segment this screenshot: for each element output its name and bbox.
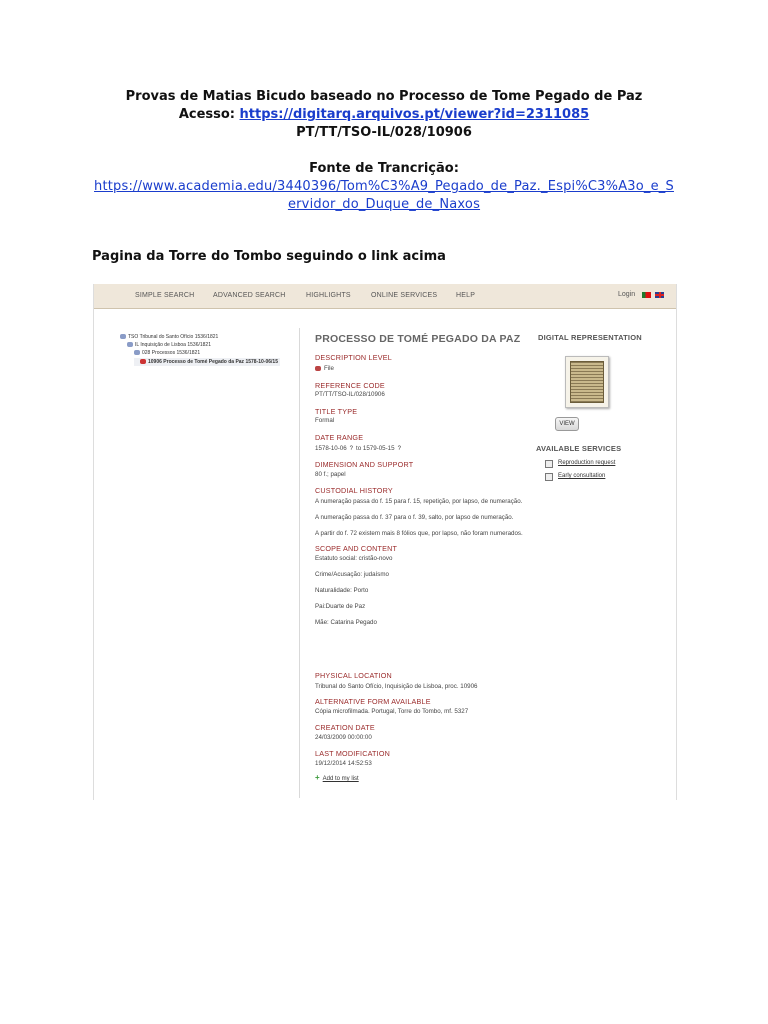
lock-icon — [545, 473, 553, 481]
login-link[interactable]: Login — [618, 291, 636, 298]
tree-node[interactable]: IL Inquisição de Lisboa 1536/1821 — [127, 342, 211, 348]
reproduction-request-link[interactable]: Reproduction request — [558, 460, 616, 466]
access-label: Acesso: — [178, 107, 236, 122]
tree-node-icon — [120, 334, 126, 339]
section-heading: Pagina da Torre do Tombo seguindo o link acima — [92, 249, 446, 264]
tree-node[interactable]: TSO Tribunal do Santo Ofício 1536/1821 — [120, 334, 218, 340]
custodial-line: A numeração passa do f. 37 para o f. 39, salto, por lapso de numeração. — [315, 514, 514, 521]
scope-line: Mãe: Catarina Pegado — [315, 619, 377, 626]
description-level-value: File — [315, 365, 334, 372]
date-range-label: DATE RANGE — [315, 433, 364, 442]
plus-icon: + — [315, 773, 320, 782]
available-services-title: AVAILABLE SERVICES — [536, 444, 622, 453]
source-block — [92, 160, 676, 214]
digital-representation-title: DIGITAL REPRESENTATION — [538, 333, 642, 342]
last-modification-value: 19/12/2014 14:52:53 — [315, 760, 372, 767]
access-line — [0, 106, 768, 124]
torre-do-tombo-screenshot — [93, 284, 677, 800]
creation-date-value: 24/03/2009 00:00:00 — [315, 734, 372, 741]
alternative-form-label: ALTERNATIVE FORM AVAILABLE — [315, 697, 431, 706]
tree-node[interactable]: 028 Processos 1536/1821 — [134, 350, 200, 356]
nav-help[interactable]: HELP — [456, 292, 476, 299]
scope-line: Pai:Duarte de Paz — [315, 603, 366, 610]
physical-location-label: PHYSICAL LOCATION — [315, 671, 392, 680]
custodial-line: A partir do f. 72 existem mais 8 fólios que, por lapso, não foram numerados. — [315, 530, 523, 537]
document-thumbnail[interactable] — [565, 356, 609, 408]
alternative-form-value: Cópia microfilmada. Portugal, Torre do Tombo, mf. 5327 — [315, 708, 469, 715]
top-navbar — [94, 284, 676, 309]
portugal-flag-icon[interactable] — [642, 292, 651, 298]
physical-location-value: Tribunal do Santo Ofício, Inquisição de Lisboa, proc. 10906 — [315, 683, 478, 690]
reference-code-label: REFERENCE CODE — [315, 381, 385, 390]
nav-advanced-search[interactable]: ADVANCED SEARCH — [213, 292, 286, 299]
document-header — [0, 88, 768, 142]
nav-highlights[interactable]: HIGHLIGHTS — [306, 292, 351, 299]
scope-content-label: SCOPE AND CONTENT — [315, 544, 398, 553]
last-modification-label: LAST MODIFICATION — [315, 749, 391, 758]
reference-code-value: PT/TT/TSO-IL/028/10906 — [315, 391, 385, 398]
nav-online-services[interactable]: ONLINE SERVICES — [371, 292, 438, 299]
uk-flag-icon[interactable] — [655, 292, 664, 298]
access-link[interactable]: https://digitarq.arquivos.pt/viewer?id=2311085 — [239, 107, 590, 122]
source-label: Fonte de Trancrição: — [309, 161, 459, 176]
document-icon — [545, 460, 553, 468]
source-link[interactable]: https://www.academia.edu/3440396/Tom%C3%A9_Pegado_de_Paz._Espi%C3%A3o_e_Servidor_do_Duque_de_Naxos — [94, 179, 674, 212]
scope-line: Crime/Acusação: judaísmo — [315, 571, 389, 578]
add-to-list-link[interactable]: + Add to my list — [315, 773, 359, 782]
custodial-history-label: CUSTODIAL HISTORY — [315, 486, 393, 495]
view-button[interactable]: VIEW — [555, 417, 579, 431]
help-icon[interactable]: ? — [349, 446, 353, 452]
tree-node-icon — [127, 342, 133, 347]
manuscript-thumbnail-image — [570, 361, 604, 403]
column-divider — [299, 328, 300, 798]
tree-node-icon — [134, 350, 140, 355]
scope-line: Naturalidade: Porto — [315, 587, 369, 594]
file-icon — [140, 359, 146, 364]
description-level-label: DESCRIPTION LEVEL — [315, 353, 392, 362]
document-title: Provas de Matias Bicudo baseado no Processo de Tome Pegado de Paz — [125, 89, 643, 104]
scope-line: Estatuto social: cristão-novo — [315, 555, 393, 562]
title-type-value: Formal — [315, 417, 335, 424]
title-type-label: TITLE TYPE — [315, 407, 358, 416]
record-title: PROCESSO DE TOMÉ PEGADO DA PAZ — [315, 333, 521, 345]
nav-simple-search[interactable]: SIMPLE SEARCH — [135, 292, 195, 299]
tree-node-selected[interactable]: 10906 Processo de Tomé Pegado da Paz 1578-10-06/15 — [140, 359, 278, 365]
custodial-line: A numeração passa do f. 15 para f. 15, repetição, por lapso, de numeração. — [315, 498, 523, 505]
date-range-value: 1578-10-06 ? to 1579-05-15 ? — [315, 445, 401, 452]
early-consultation-link[interactable]: Early consultation — [558, 473, 606, 479]
dimension-value: 80 f.; papel — [315, 471, 346, 478]
file-icon — [315, 366, 321, 371]
reference-line: PT/TT/TSO-IL/028/10906 — [296, 125, 472, 140]
dimension-label: DIMENSION AND SUPPORT — [315, 460, 414, 469]
creation-date-label: CREATION DATE — [315, 723, 375, 732]
help-icon[interactable]: ? — [397, 446, 401, 452]
